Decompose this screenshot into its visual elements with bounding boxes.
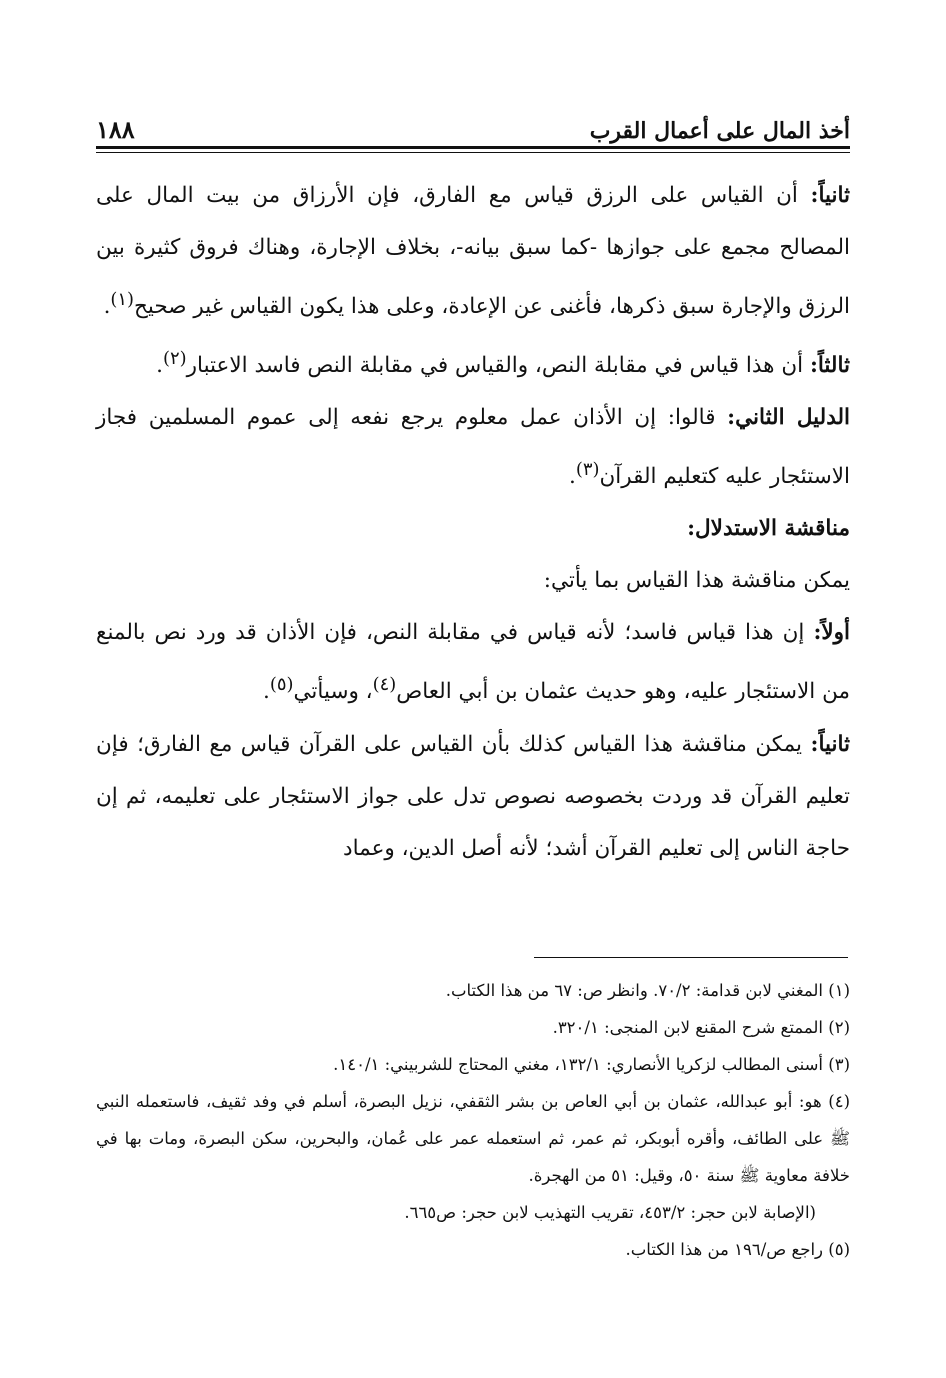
footnote: (٤) هو: أبو عبدالله، عثمان بن أبي العاص بن بشر الثقفي، نزيل البصرة، أسلم في وفد ثقيف، فاستعمله النبي ﷺ على الطائف، وأقره أبوبكر، ثم عمر، ثم استعمله عمر على عُمان، والبحرين، سكن البصرة، ومات بها في خلافة معاوية ﷺ سنة ٥٠، وقيل: ٥١ من الهجرة. (96, 1092, 850, 1185)
footnote: (٢) الممتع شرح المقنع لابن المنجى: ٣٢٠/١. (552, 1018, 850, 1037)
footnotes (96, 972, 850, 1268)
paragraph-text: أن القياس على الرزق قياس مع الفارق، فإن الأرزاق من بيت المال على المصالح مجمع على جوازها -كما سبق بيانه-، بخلاف الإجارة، وهناك فروق كثيرة بين الرزق والإجارة سبق ذكرها، فأغنى عن الإعادة، وعلى هذا يكون القياس غير صحيح (96, 183, 850, 320)
header-rule-thin (96, 152, 850, 153)
paragraph-text: قالوا: إن الأذان عمل معلوم يرجع نفعه إلى عموم المسلمين فجاز الاستئجار عليه كتعليم القرآن (96, 405, 850, 490)
page-header (96, 100, 850, 144)
paragraph-intro: يمكن مناقشة هذا القياس بما يأتي: (543, 568, 850, 594)
paragraph-secondly-2 (96, 719, 850, 875)
footnote-continuation: (الإصابة لابن حجر: ٤٥٣/٢، تقريب التهذيب لابن حجر: ص٦٦٥. (404, 1203, 816, 1222)
footnote-ref: (٥) (269, 674, 294, 696)
footnote-ref: (١) (110, 289, 135, 310)
paragraph-firstly: أولاً: إن هذا قياس فاسد؛ لأنه قياس في مقابلة النص، فإن الأذان قد ورد نص بالمنع من الاستئجار عليه، وهو حديث عثمان بن أبي العاص$^{(٤)}$، وسيأتي$^{(٥)}$. (96, 620, 850, 705)
paragraph-text: أن هذا قياس في مقابلة النص، والقياس في مقابلة النص فاسد الاعتبار (186, 353, 804, 379)
section-heading: مناقشة الاستدلال: (687, 516, 850, 542)
footnote: (١) المغني لابن قدامة: ٧٠/٢. وانظر ص: ٦٧ من هذا الكتاب. (445, 981, 850, 1000)
paragraph-label: ثانياً: (810, 731, 851, 757)
footnote: (٥) راجع ص/١٩٦ من هذا الكتاب. (625, 1240, 850, 1259)
paragraph-secondly-1: ثانياً: أن القياس على الرزق قياس مع الفارق، فإن الأرزاق من بيت المال على المصالح مجمع على جوازها -كما سبق بيانه-، بخلاف الإجارة، وهناك فروق كثيرة بين الرزق والإجارة سبق ذكرها، فأغنى عن الإعادة، وعلى هذا يكون القياس غير صحيح$^{(١)}$. (96, 183, 851, 320)
footnote-ref: (٣) (575, 459, 600, 481)
running-title: أخذ المال على أعمال القرب (589, 118, 850, 144)
paragraph-label: ثانياً: (810, 183, 851, 208)
paragraph-second-evidence: الدليل الثاني: قالوا: إن الأذان عمل معلوم يرجع نفعه إلى عموم المسلمين فجاز الاستئجار عليه كتعليم القرآن$^{(٣)}$. (96, 405, 850, 490)
paragraph-label: ثالثاً: (809, 353, 850, 379)
page-number: ١٨٨ (96, 115, 135, 144)
footnote: (٣) أسنى المطالب لزكريا الأنصاري: ١٣٢/١، مغني المحتاج للشربيني: ١٤٠/١. (333, 1055, 850, 1074)
footnote-separator (534, 957, 848, 958)
footnote-ref: (٤) (372, 674, 397, 696)
footnote-ref: (٢) (163, 348, 187, 370)
header-rule-thick (96, 146, 850, 149)
paragraph-text: إن هذا قياس فاسد؛ لأنه قياس في مقابلة النص، فإن الأذان قد ورد نص بالمنع من الاستئجار عليه، وهو حديث عثمان بن أبي العاص (96, 620, 850, 705)
paragraph-label: أولاً: (813, 620, 850, 646)
paragraph-label: الدليل الثاني: (727, 405, 850, 431)
paragraph-text: ، وسيأتي (293, 679, 373, 705)
main-text (96, 170, 850, 875)
paragraph-text: يمكن مناقشة هذا القياس كذلك بأن القياس على القرآن قياس مع الفارق؛ فإن تعليم القرآن قد وردت بخصوصه نصوص تدل على جواز الاستئجار على تعليمه، ثم إن حاجة الناس إلى تعليم القرآن أشد؛ لأنه أصل الدين، وعماد (96, 731, 850, 861)
paragraph-thirdly: ثالثاً: أن هذا قياس في مقابلة النص، والقياس في مقابلة النص فاسد الاعتبار$^{(٢)}$. (156, 348, 850, 379)
